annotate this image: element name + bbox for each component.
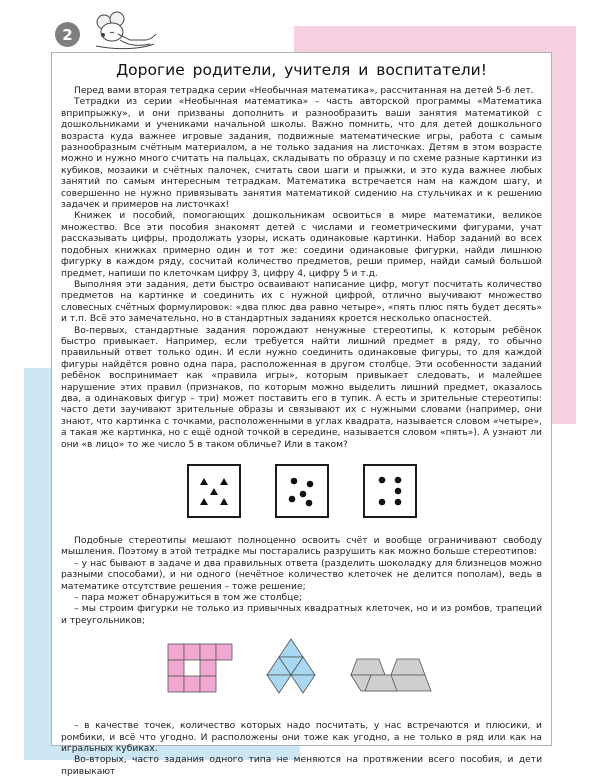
- paragraph: Подобные стереотипы мешают полноценно освоить счёт и вообще ограничивают свободу мышления. Поэтому в этой тетрадке мы постарались разрушить как можно больше стереотипов:: [61, 536, 542, 558]
- dice-five-card-icon: [275, 464, 329, 518]
- paragraph: Во-первых, стандартные задания порождают ненужные стереотипы, к которым ребёнок быстро привыкает. Например, если требуется найти лишний предмет в ряду, то обычно правильный ответ только один. И если нужно соединить одинаковые фигуры, то для каждой фигуры найдётся ровно одна пара, расположенная в другом столбце. Эти особенности заданий ребёнок воспринимает как «правила игры», которым привыкает следовать, и малейшее нарушение этих правил (признаков, по которым можно выделить лишний предмет, оказалось два, а одинаковых фигур – три) может поставить его в тупик. А есть и зрительные стереотипы: часто дети заучивают зрительные образы и связывают их с нужными словами (например, они знают, что картинка с точками, расположенными в углах квадрата, называется словом «четыре», а такая же картинка, но с ещё одной точкой в середине, называется словом «пять»). А узнают ли они «в лицо» то же число 5 в таком обличье? Или в таком?: [61, 325, 542, 450]
- paragraph: Перед вами вторая тетрадка серии «Необычная математика», рассчитанная на детей 5-6 лет.: [74, 86, 534, 96]
- gray-trapezoids-figure: [347, 655, 439, 695]
- list-item: – у нас бывают в задаче и два правильных ответа (разделить шоколадку для близнецов можно разными способами), и ни одного (нечётное количество клеточек не делится пополам), ведь в математике отсутствие решения – тоже решение;: [61, 558, 542, 592]
- paragraph: Во-вторых, часто задания одного типа не меняются на протяжении всего пособия, и дети привыкают: [61, 755, 542, 777]
- page-title: Дорогие родители, учителя и воспитатели!: [116, 61, 487, 79]
- paragraph: – в качестве точек, количество которых надо посчитать, у нас встречаются и плюсики, и ромбики, и всё что угодно. И расположены они тоже как угодно, а не только в ряд или как на игральных кубиках.: [61, 721, 542, 755]
- body-text: [61, 86, 542, 778]
- number-cards-row: [61, 464, 542, 518]
- blue-triangles-figure: [259, 637, 323, 695]
- list-item: – мы строим фигурки не только из привычных квадратных клеточек, но и из ромбов, трапеций и треугольников;: [61, 604, 542, 626]
- pink-squares-figure: [165, 641, 235, 695]
- list-item: – пара может обнаружиться в том же столбце;: [74, 593, 303, 604]
- dots-six-card-icon: [363, 464, 417, 518]
- intro-sheet: [51, 52, 552, 777]
- page-number-badge: 2: [55, 22, 80, 47]
- sleeping-mouse-icon: [90, 10, 160, 54]
- figures-row: [61, 637, 542, 695]
- paragraph: Книжек и пособий, помогающих дошкольникам освоиться в мире математики, великое множество. Все эти пособия знакомят детей с числами и геометрическими фигурами, учат рассказывать цифры, продолжать узоры, искать одинаковые картинки. Набор заданий во всех подобных книжках примерно один и тот же: соедини одинаковые фигурки, найди лишнюю фигурку в каждом ряду, сосчитай количество предметов, реши пример, найди самый большой предмет, напиши по клеточкам цифру 3, цифру 4, цифру 5 и т.д.: [61, 211, 542, 279]
- paragraph: Тетрадки из серии «Необычная математика» – часть авторской программы «Математика вприпрыжку», и они призваны дополнить и разнообразить ваши занятия математикой с дошкольниками и учениками начальной школы. Важно помнить, что для детей дошкольного возраста куда важнее игровые задания, подвижные математические игры, работа с самым разнообразным счётным материалом, а не только задания на листочках. Детям в этом возрасте можно и нужно много считать на пальцах, складывать по образцу и по схеме разные картинки из кубиков, мозаики и счётных палочек, считать свои шаги и прыжки, и это куда важнее любых занятий по самым интересным тетрадкам. Математика встречается нам на каждом шагу, и совершенно не нужно привязывать занятия математикой сидению на стульчиках и к решению задачек и примеров на листочках!: [61, 97, 542, 211]
- triangles-card-icon: [187, 464, 241, 518]
- paragraph: Выполняя эти задания, дети быстро осваивают написание цифр, могут посчитать количество предметов на картинке и соединить их с нужной цифрой, отлично выучивают множество словесных счётных формулировок: «два плюс два равно четыре», «пять плюс пять будет десять» и т.п. Всё это замечательно, но в стандартных заданиях кроется несколько опасностей.: [61, 279, 542, 325]
